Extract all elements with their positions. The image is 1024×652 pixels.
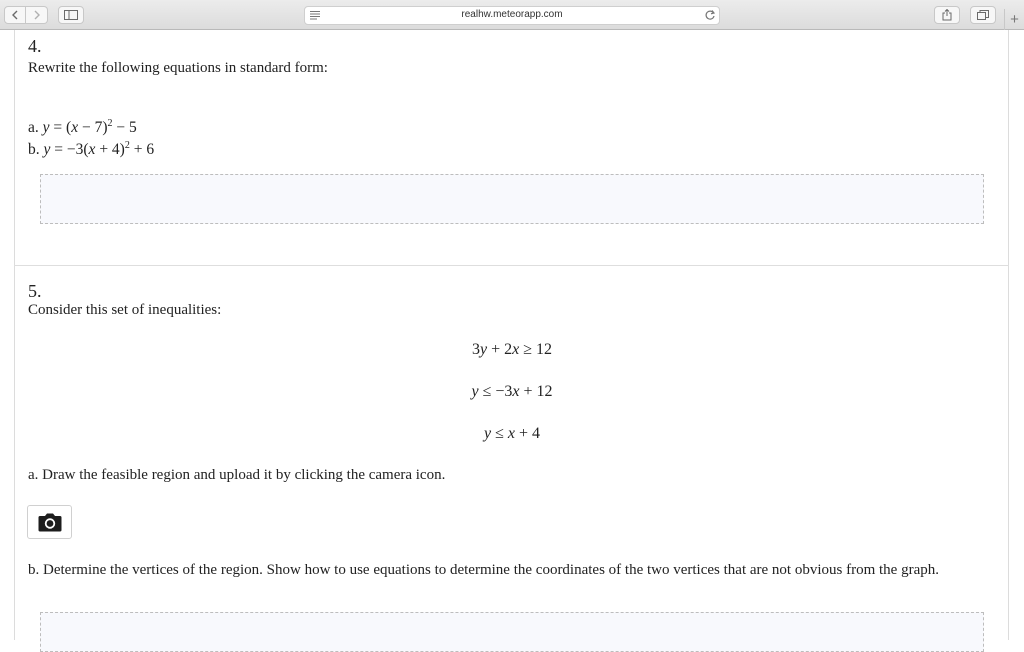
question-5-number: 5. [28,281,42,301]
browser-toolbar [0,0,1024,30]
camera-icon [38,513,62,532]
question-4-answer-box[interactable] [40,174,984,224]
new-tab-button[interactable]: + [1004,9,1024,30]
question-4-item-a [28,118,137,137]
question-4-prompt: Rewrite the following equations in standard form: [28,60,328,76]
question-5-prompt: Consider this set of inequalities: [28,302,222,318]
chevron-left-icon [11,10,19,20]
address-bar[interactable] [304,6,720,25]
content-frame [14,30,1009,640]
reload-icon[interactable] [704,9,716,21]
camera-upload-button[interactable] [27,505,72,539]
question-5-part-b: b. Determine the vertices of the region. Show how to use equations to determine the coordinates of the two vertices that are not obvious from the graph. [28,562,939,578]
item-b-label: b. [28,141,40,159]
share-icon [942,9,952,21]
question-4-item-b [28,140,154,159]
question-5-part-a: a. Draw the feasible region and upload it by clicking the camera icon. [28,467,446,483]
item-a-equation: $y = (x - 7)^2 - 5$ [42,118,137,137]
tabs-icon [977,10,989,20]
sidebar-button[interactable] [58,6,84,24]
forward-button[interactable] [26,6,48,24]
question-divider [14,265,1009,266]
question-4-number: 4. [28,36,42,56]
inequality-2: y ≤ −3x + 12 [471,383,553,400]
item-a-label: a. [28,119,39,137]
chevron-right-icon [33,10,41,20]
url-text: realhw.meteorapp.com [461,9,563,20]
inequality-3: y ≤ x + 4 [483,425,541,442]
tabs-button[interactable] [970,6,996,24]
item-b-equation: $y = -3(x + 4)^2 + 6$ [43,140,155,159]
sidebar-icon [64,10,78,20]
question-5-answer-box[interactable] [40,612,984,652]
inequality-1: 3y + 2x ≥ 12 [471,341,553,358]
share-button[interactable] [934,6,960,24]
nav-buttons [4,6,50,24]
back-button[interactable] [4,6,26,24]
